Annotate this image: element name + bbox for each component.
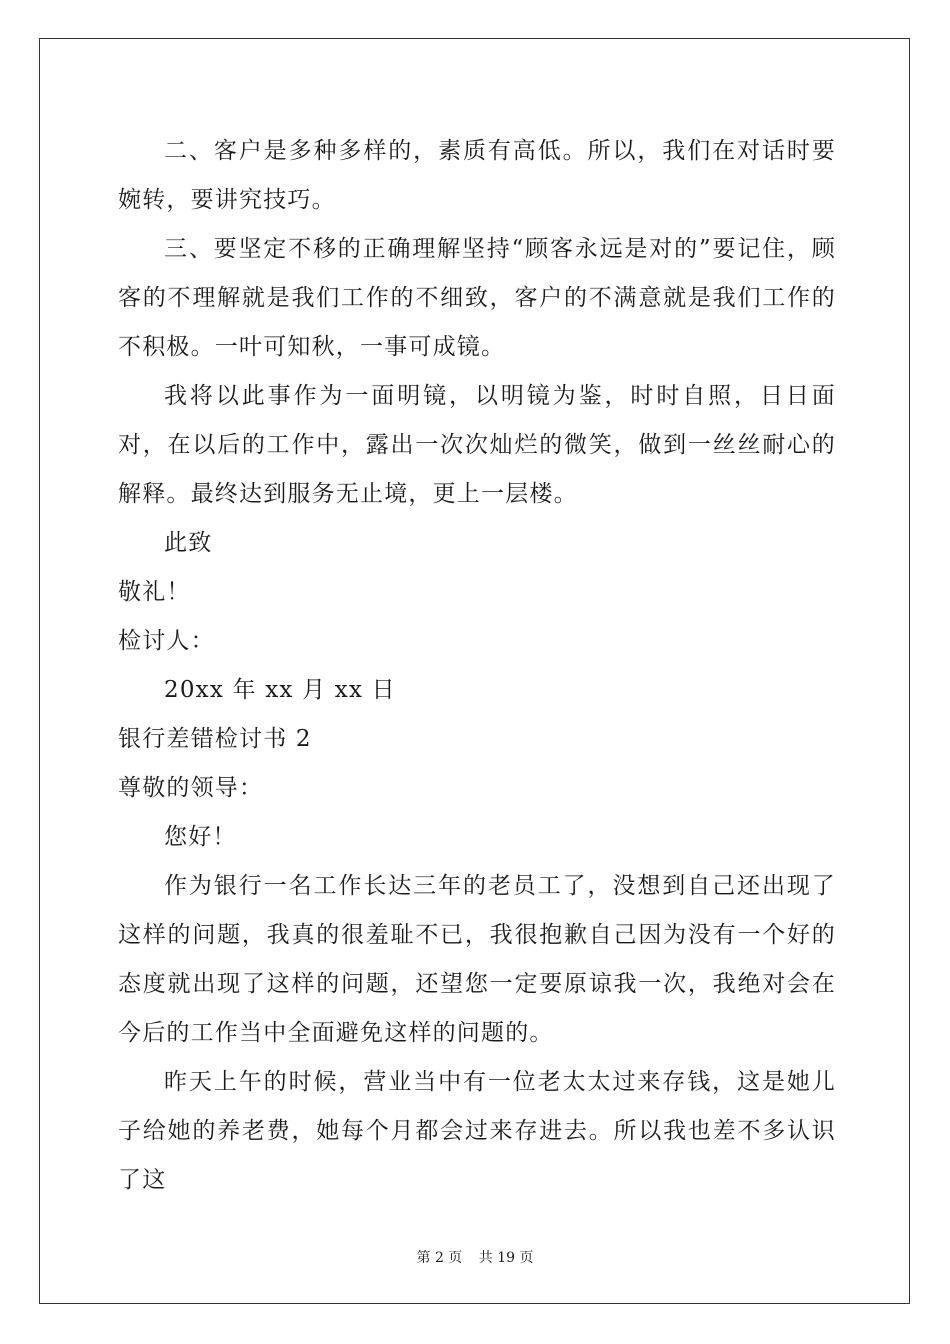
paragraph: 我将以此事作为一面明镜，以明镜为鉴，时时自照，日日面对，在以后的工作中，露出一次次灿烂的微笑，做到一丝丝耐心的解释。最终达到服务无止境，更上一层楼。 <box>118 383 836 507</box>
recipient-line: 尊敬的领导： <box>118 775 264 801</box>
closing-line: 此致 <box>164 530 213 556</box>
page-total: 共 19 页 <box>478 1250 534 1266</box>
signature-label: 检讨人： <box>118 628 215 654</box>
paragraph: 作为银行一名工作长达三年的老员工了，没想到自己还出现了这样的问题，我真的很羞耻不已，我很抱歉自己因为没有一个好的态度就出现了这样的问题，还望您一定要原谅我一次，我绝对会在今后的工作当中全面避免这样的问题的。 <box>118 873 836 1046</box>
document-body <box>118 127 836 1205</box>
date-line: 20xx 年 xx 月 xx 日 <box>164 677 396 703</box>
paragraph: 三、要坚定不移的正确理解坚持“顾客永远是对的”要记住，顾客的不理解就是我们工作的不细致，客户的不满意就是我们工作的不积极。一叶可知秋，一事可成镜。 <box>118 236 836 360</box>
greeting-line: 您好！ <box>164 824 237 850</box>
paragraph: 昨天上午的时候，营业当中有一位老太太过来存钱，这是她儿子给她的养老费，她每个月都会过来存进去。所以我也差不多认识了这 <box>118 1069 836 1193</box>
page-footer <box>0 1247 950 1267</box>
section-title: 银行差错检讨书 2 <box>118 726 312 752</box>
paragraph: 二、客户是多种多样的，素质有高低。所以，我们在对话时要婉转，要讲究技巧。 <box>118 138 836 213</box>
page-number: 第 2 页 <box>416 1250 463 1266</box>
salutation-line: 敬礼！ <box>118 579 191 605</box>
